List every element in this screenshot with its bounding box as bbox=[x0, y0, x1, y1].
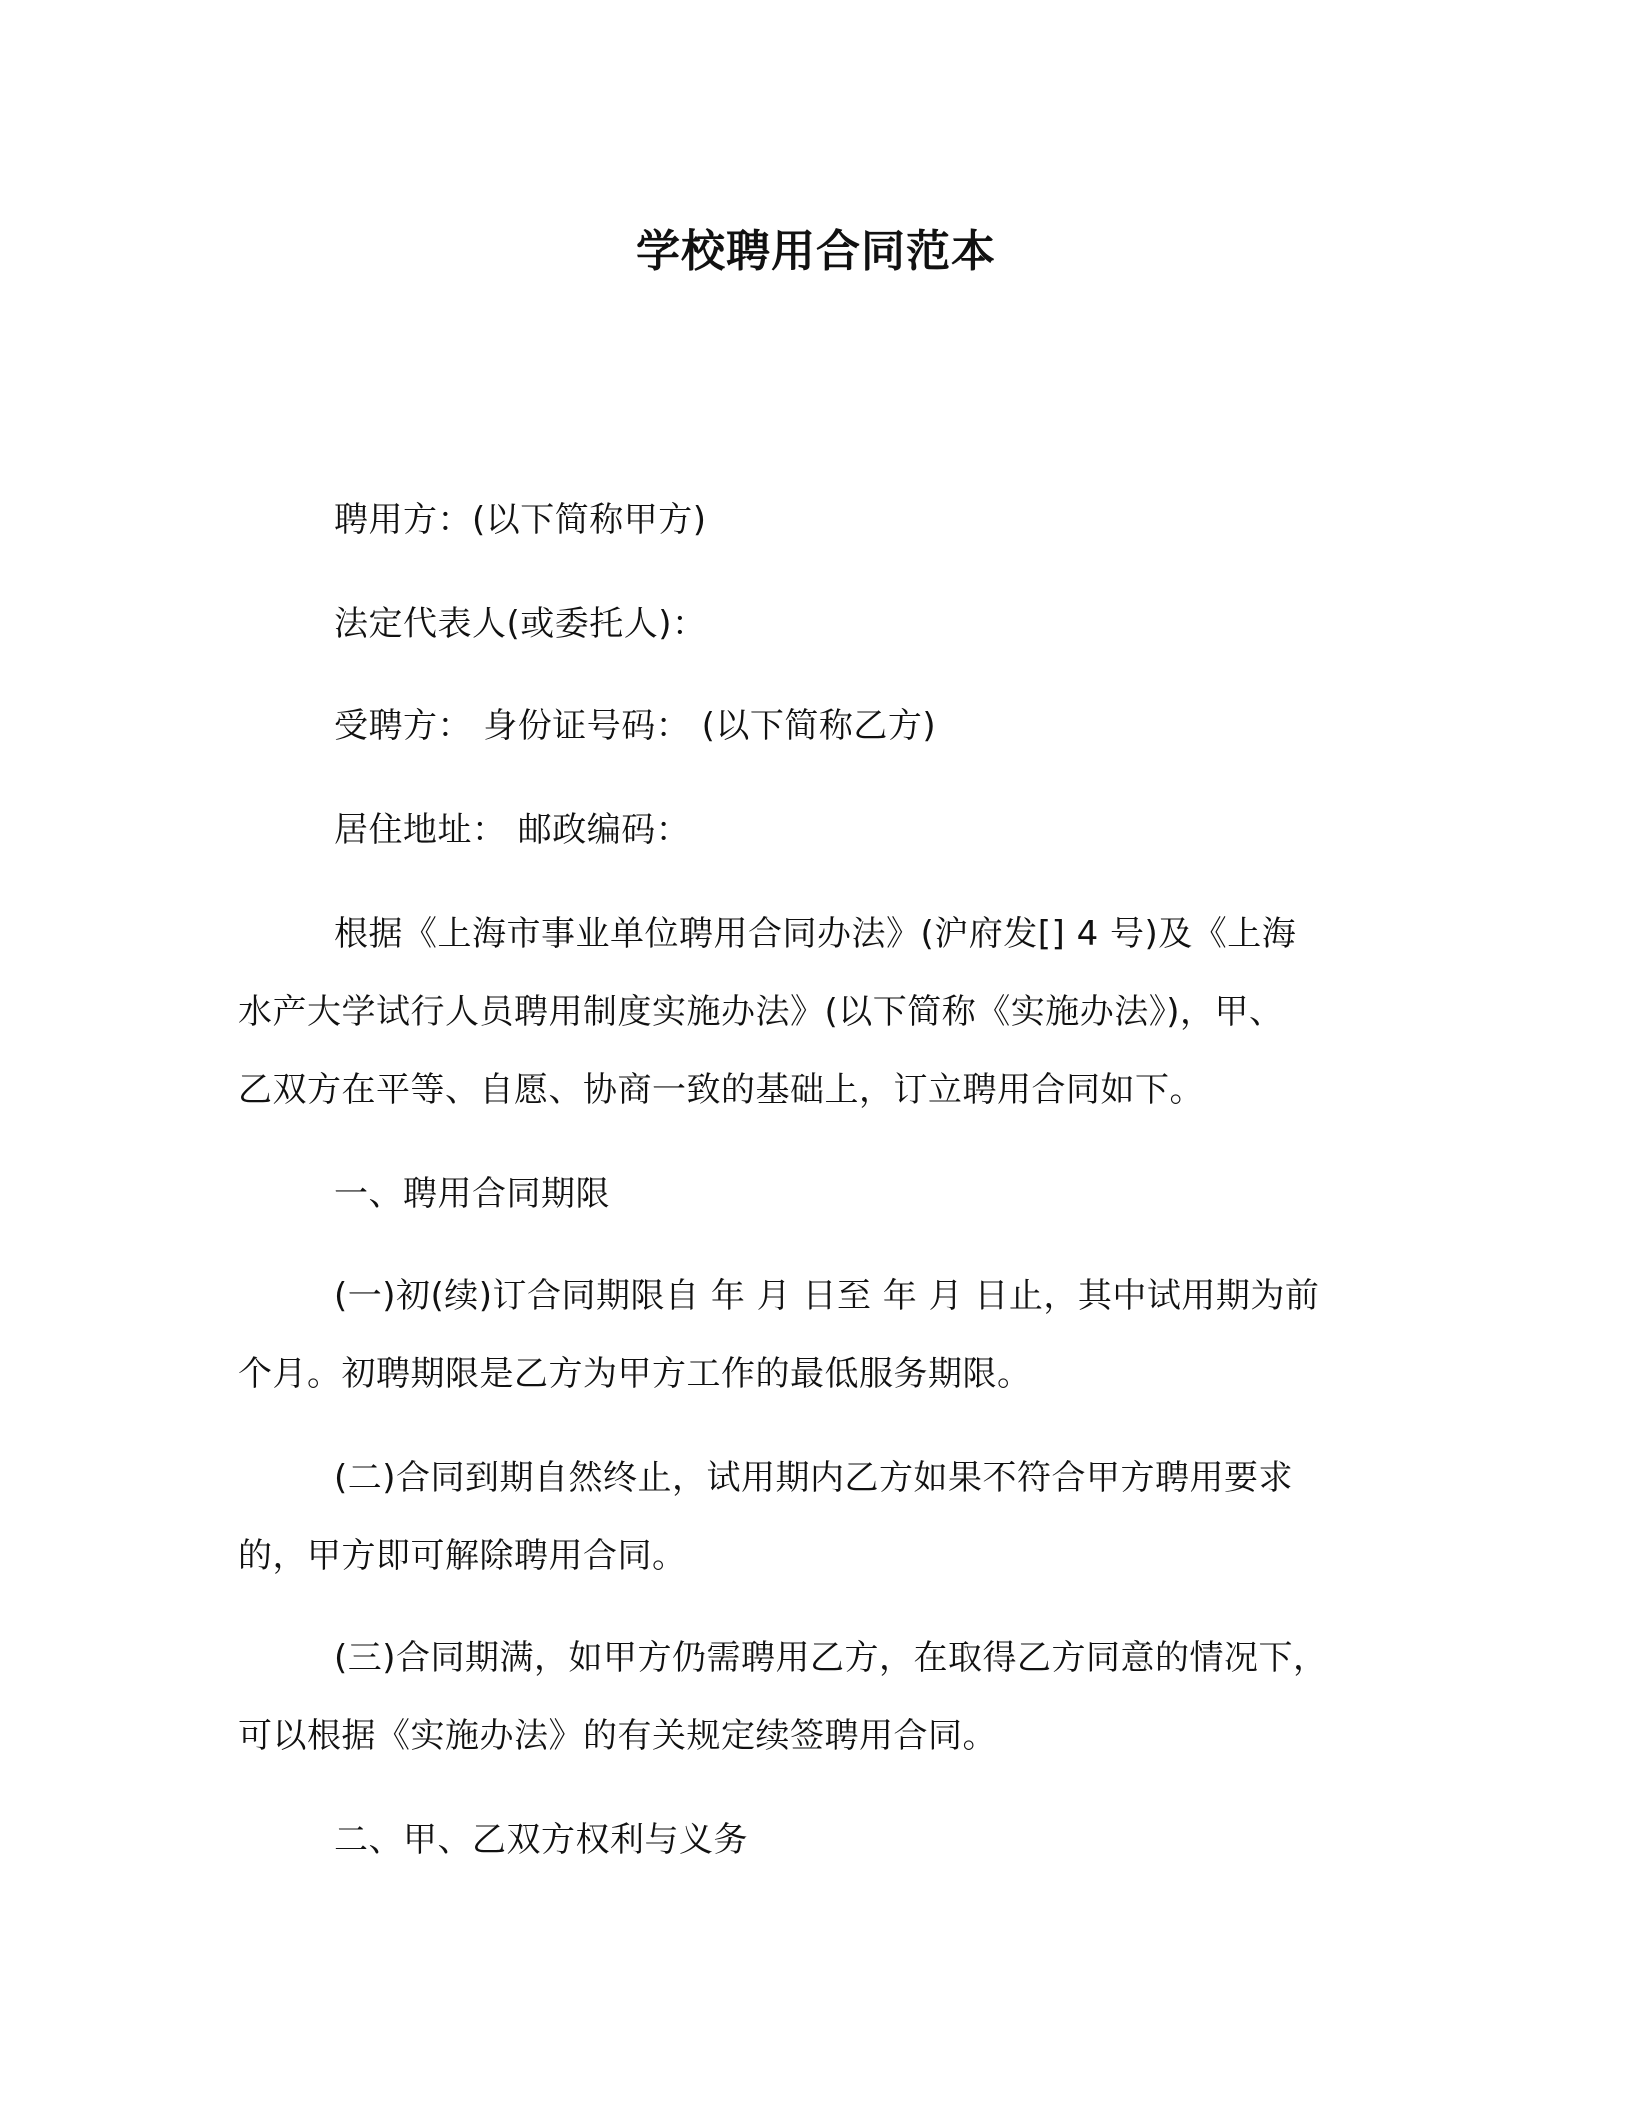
clause-line: (二)合同到期自然终止，试用期内乙方如果不符合甲方聘用要求 bbox=[334, 1458, 1294, 1498]
section-heading: 二、甲、乙双方权利与义务 bbox=[334, 1820, 748, 1860]
employee-field: 受聘方： 身份证号码： (以下简称乙方) bbox=[334, 706, 937, 746]
preamble-line: 乙双方在平等、自愿、协商一致的基础上，订立聘用合同如下。 bbox=[238, 1070, 1204, 1110]
clause-line: (三)合同期满，如甲方仍需聘用乙方，在取得乙方同意的情况下， bbox=[334, 1638, 1328, 1678]
section-heading: 一、聘用合同期限 bbox=[334, 1174, 610, 1214]
employer-field: 聘用方：(以下简称甲方) bbox=[334, 500, 707, 540]
preamble-line: 根据《上海市事业单位聘用合同办法》(沪府发[] 4 号)及《上海 bbox=[334, 914, 1297, 954]
legal-representative-field: 法定代表人(或委托人)： bbox=[334, 604, 707, 644]
clause-line: 个月。初聘期限是乙方为甲方工作的最低服务期限。 bbox=[238, 1354, 1032, 1394]
clause-line: (一)初(续)订合同期限自 年 月 日至 年 月 日止，其中试用期为前 bbox=[334, 1276, 1320, 1316]
document-title: 学校聘用合同范本 bbox=[636, 226, 996, 277]
clause-line: 的，甲方即可解除聘用合同。 bbox=[238, 1536, 687, 1576]
address-field: 居住地址： 邮政编码： bbox=[334, 810, 691, 850]
preamble-line: 水产大学试行人员聘用制度实施办法》(以下简称《实施办法》)，甲、 bbox=[238, 992, 1284, 1032]
clause-line: 可以根据《实施办法》的有关规定续签聘用合同。 bbox=[238, 1716, 997, 1756]
